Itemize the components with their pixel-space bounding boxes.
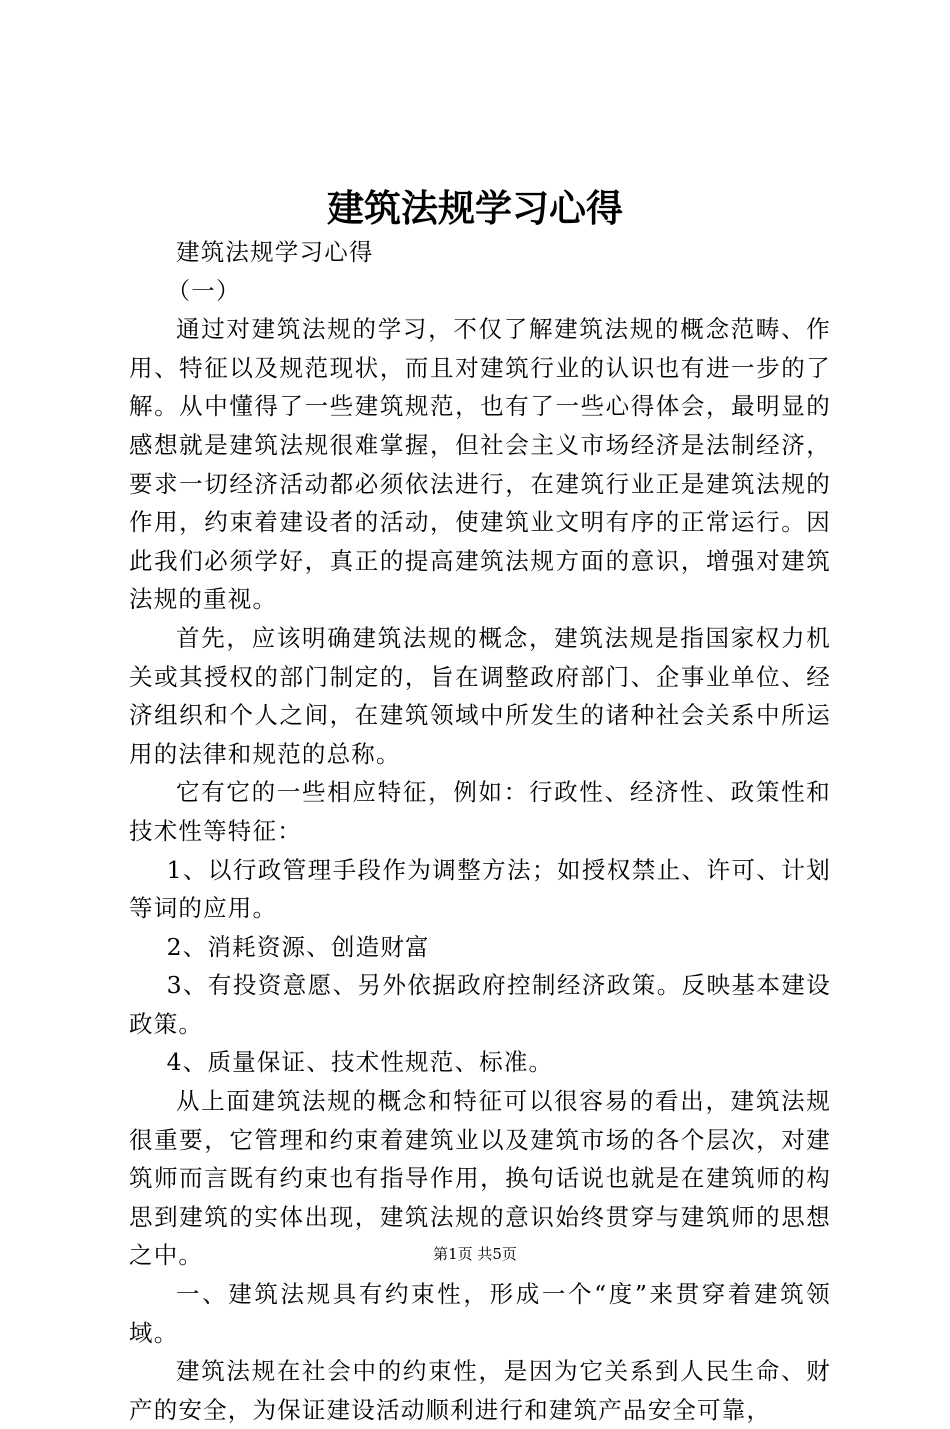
paragraph: 通过对建筑法规的学习，不仅了解建筑法规的概念范畴、作用、特征以及规范现状，而且对建筑行业的认识也有进一步的了解。从中懂得了一些建筑规范，也有了一些心得体会，最明显的感想就是建筑法规很难掌握，但社会主义市场经济是法制经济，要求一切经济活动都必须依法进行，在建筑行业正是建筑法规的作用，约束着建设者的活动，使建筑业文明有序的正常运行。因此我们必须学好，真正的提高建筑法规方面的意识，增强对建筑法规的重视。	[129, 315, 831, 614]
document-subtitle: 建筑法规学习心得	[176, 238, 374, 266]
list-item: 2、消耗资源、创造财富	[166, 932, 430, 961]
paragraph: 从上面建筑法规的概念和特征可以很容易的看出，建筑法规很重要，它管理和约束着建筑业以及建筑市场的各个层次，对建筑师而言既有约束也有指导作用，换句话说也就是在建筑师的构思到建筑的实体出现，建筑法规的意识始终贯穿与建筑师的思想之中。	[129, 1087, 831, 1270]
list-item: 1、以行政管理手段作为调整方法；如授权禁止、许可、计划等词的应用。	[129, 855, 831, 923]
section-heading: 一、建筑法规具有约束性，形成一个“度”来贯穿着建筑领域。	[129, 1280, 831, 1347]
paragraph: 建筑法规在社会中的约束性，是因为它关系到人民生命、财产的安全，为保证建设活动顺利进行和建筑产品安全可靠，	[129, 1357, 831, 1424]
section-mark: （一）	[166, 276, 241, 305]
list-item: 3、有投资意愿、另外依据政府控制经济政策。反映基本建设政策。	[129, 971, 831, 1038]
page-footer: 第1页 共5页	[433, 1245, 517, 1263]
document-title: 建筑法规学习心得	[327, 186, 623, 230]
paragraph: 它有它的一些相应特征，例如：行政性、经济性、政策性和技术性等特征：	[129, 778, 831, 845]
list-item: 4、质量保证、技术性规范、标准。	[166, 1048, 554, 1077]
paragraph: 首先，应该明确建筑法规的概念，建筑法规是指国家权力机关或其授权的部门制定的，旨在调整政府部门、企事业单位、经济组织和个人之间，在建筑领域中所发生的诸种社会关系中所运用的法律和规范的总称。	[129, 623, 831, 768]
